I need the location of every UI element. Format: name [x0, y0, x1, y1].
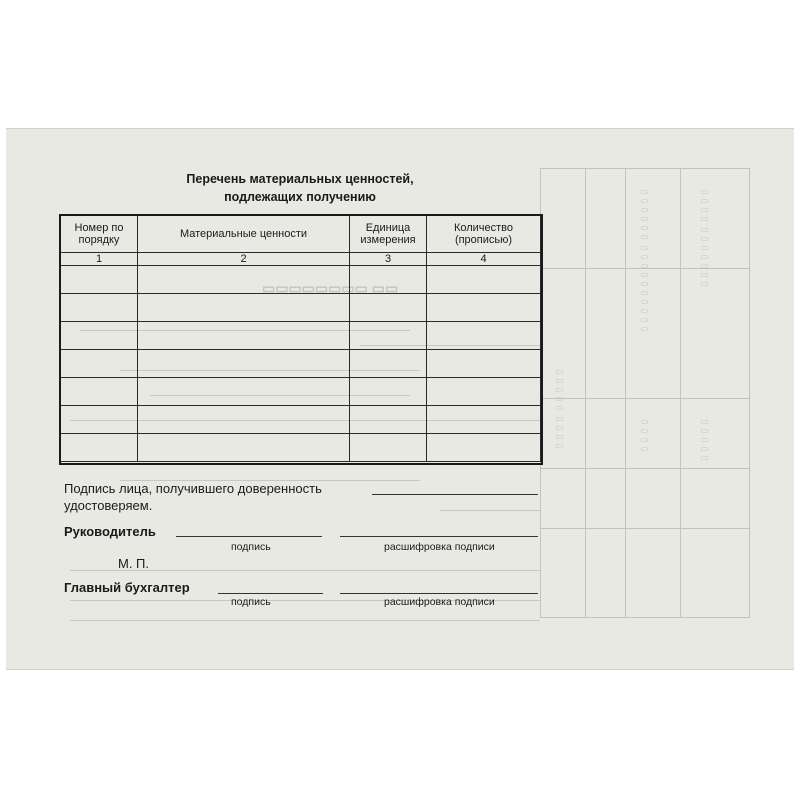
head-label: Руководитель — [64, 524, 156, 539]
items-table-numbers-row — [61, 253, 541, 266]
table-row — [61, 322, 541, 350]
table-cell[interactable] — [61, 378, 138, 406]
table-cell[interactable] — [350, 378, 427, 406]
table-row — [61, 378, 541, 406]
header-row-number: Номер по порядку — [61, 216, 138, 253]
table-row — [61, 294, 541, 322]
table-cell[interactable] — [427, 266, 541, 294]
table-row — [61, 266, 541, 294]
table-cell[interactable] — [138, 406, 350, 434]
table-cell[interactable] — [350, 322, 427, 350]
head-signature-caption: подпись — [231, 541, 271, 553]
table-cell[interactable] — [427, 406, 541, 434]
table-cell[interactable] — [138, 350, 350, 378]
table-cell[interactable] — [61, 350, 138, 378]
accountant-decoding-caption: расшифровка подписи — [384, 596, 495, 608]
column-number-2: 2 — [138, 253, 350, 266]
head-decoding-caption: расшифровка подписи — [384, 541, 495, 553]
table-cell[interactable] — [350, 350, 427, 378]
table-row — [61, 434, 541, 462]
table-cell[interactable] — [138, 434, 350, 462]
accountant-label: Главный бухгалтер — [64, 580, 190, 595]
table-cell[interactable] — [61, 434, 138, 462]
table-cell[interactable] — [350, 266, 427, 294]
header-quantity: Количество (прописью) — [427, 216, 541, 253]
stamp-label: М. П. — [118, 556, 150, 571]
head-decoding-line[interactable] — [340, 536, 538, 537]
table-cell[interactable] — [61, 266, 138, 294]
recipient-signature-label: Подпись лица, получившего доверенность — [64, 481, 322, 496]
form-title-line2: подлежащих получению — [224, 190, 376, 204]
table-cell[interactable] — [138, 266, 350, 294]
table-cell[interactable] — [427, 350, 541, 378]
column-number-4: 4 — [427, 253, 541, 266]
accountant-signature-caption: подпись — [231, 596, 271, 608]
header-material: Материальные ценности — [138, 216, 350, 253]
table-row — [61, 406, 541, 434]
table-cell[interactable] — [61, 406, 138, 434]
header-unit: Единица измерения — [350, 216, 427, 253]
table-cell[interactable] — [427, 378, 541, 406]
accountant-signature-line[interactable] — [218, 593, 323, 594]
table-cell[interactable] — [138, 378, 350, 406]
table-cell[interactable] — [138, 294, 350, 322]
head-signature-line[interactable] — [176, 536, 322, 537]
rotated-table-ghost: ▭▭▭▭ ▭▭▭▭▭ ▭▭▭▭▭▭▭▭▭▭ ▭▭▭▭▭▭ ▭▭▭▭▭▭▭ ▭▭▭▭ ▭▭▭▭ ▭▭▭▭▭ — [540, 168, 750, 618]
recipient-certify-label: удостоверяем. — [64, 498, 153, 513]
items-table-header-row — [61, 216, 541, 253]
table-cell[interactable] — [350, 406, 427, 434]
table-cell[interactable] — [61, 294, 138, 322]
table-cell[interactable] — [138, 322, 350, 350]
column-number-3: 3 — [350, 253, 427, 266]
table-row — [61, 350, 541, 378]
table-cell[interactable] — [427, 322, 541, 350]
table-cell[interactable] — [350, 294, 427, 322]
table-cell[interactable] — [427, 434, 541, 462]
form-title-line1: Перечень материальных ценностей, — [186, 172, 414, 186]
table-cell[interactable] — [427, 294, 541, 322]
items-table — [60, 215, 541, 462]
accountant-decoding-line[interactable] — [340, 593, 538, 594]
table-cell[interactable] — [61, 322, 138, 350]
recipient-signature-line[interactable] — [372, 494, 538, 495]
table-cell[interactable] — [350, 434, 427, 462]
column-number-1: 1 — [61, 253, 138, 266]
